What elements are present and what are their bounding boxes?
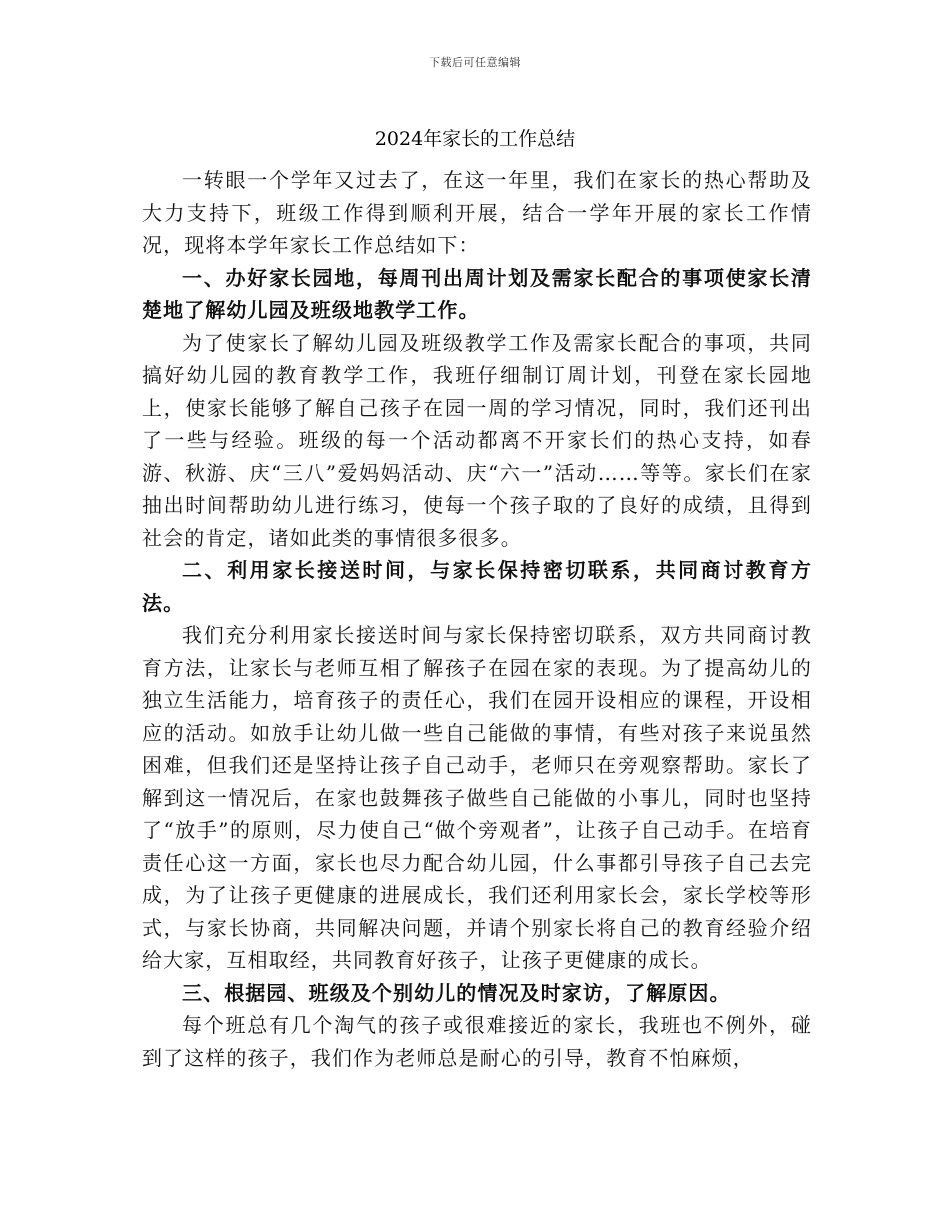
section-2-heading: 二、利用家长接送时间，与家长保持密切联系，共同商讨教育方法。: [142, 558, 812, 615]
intro-paragraph: 一转眼一个学年又过去了，在这一年里，我们在家长的热心帮助及大力支持下，班级工作得到顺利开展，结合一学年开展的家长工作情况，现将本学年家长工作总结如下：: [142, 168, 812, 257]
section-1-paragraph: 为了使家长了解幼儿园及班级教学工作及需家长配合的事项，共同搞好幼儿园的教育教学工作，我班仔细制订周计划，刊登在家长园地上，使家长能够了解自己孩子在园一周的学习情况，同时，我们还刊出了一些与经验。班级的每一个活动都离不开家长们的热心支持，如春游、秋游、庆“三八”爱妈妈活动、庆“六一”活动……等等。家长们在家抽出时间帮助幼儿进行练习，使每一个孩子取的了良好的成绩，且得到社会的肯定，诸如此类的事情很多很多。: [142, 330, 812, 550]
section-1-heading: 一、办好家长园地，每周刊出周计划及需家长配合的事项使家长清楚地了解幼儿园及班级地教学工作。: [142, 265, 812, 322]
section-3-heading: 三、根据园、班级及个别幼儿的情况及时家访，了解原因。: [182, 980, 731, 1005]
section-3-paragraph: 每个班总有几个淘气的孩子或很难接近的家长，我班也不例外，碰到了这样的孩子，我们作为老师总是耐心的引导，教育不怕麻烦，: [142, 1013, 812, 1070]
page-header-note: 下载后可任意编辑: [429, 56, 521, 69]
document-title: 2024年家长的工作总结: [374, 128, 576, 150]
section-2-paragraph: 我们充分利用家长接送时间与家长保持密切联系，双方共同商讨教育方法，让家长与老师互相了解孩子在园在家的表现。为了提高幼儿的独立生活能力，培育孩子的责任心，我们在园开设相应的课程，开设相应的活动。如放手让幼儿做一些自己能做的事情，有些对孩子来说虽然困难，但我们还是坚持让孩子自己动手，老师只在旁观察帮助。家长了解到这一情况后，在家也鼓舞孩子做些自己能做的小事儿，同时也坚持了“放手”的原则，尽力使自己“做个旁观者”，让孩子自己动手。在培育责任心这一方面，家长也尽力配合幼儿园，什么事都引导孩子自己去完成，为了让孩子更健康的进展成长，我们还利用家长会，家长学校等形式，与家长协商，共同解决问题，并请个别家长将自己的教育经验介绍给大家，互相取经，共同教育好孩子，让孩子更健康的成长。: [142, 623, 812, 972]
document-body: [142, 164, 812, 1074]
